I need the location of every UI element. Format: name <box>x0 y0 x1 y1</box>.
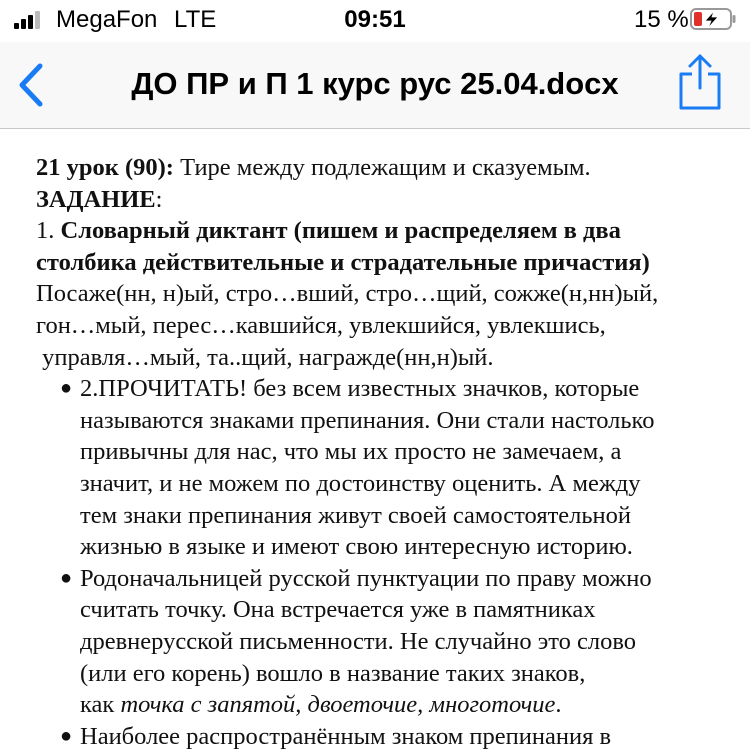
lesson-label: 21 урок (90): <box>36 154 174 181</box>
item1-title-line1: Словарный диктант (пишем и распределяем в два <box>60 217 621 245</box>
item1-title-line2: столбика действительные и страдательные причастия) <box>36 248 650 276</box>
item1-title <box>36 215 726 247</box>
paragraph-line: древнерусской письменности. Не случайно это слово <box>80 627 636 655</box>
bullet-icon: ● <box>60 724 73 747</box>
bullet-paragraph <box>36 373 726 563</box>
task-label: ЗАДАНИЕ <box>36 185 156 213</box>
paragraph-line: 2.ПРОЧИТАТЬ! без всем известных значков, которые <box>80 375 640 403</box>
task-heading <box>36 184 726 216</box>
lesson-topic: Тире между подлежащим и сказуемым. <box>173 154 591 181</box>
document-body <box>36 152 726 752</box>
navigation-bar <box>0 42 750 129</box>
bullet-paragraph <box>36 721 726 752</box>
bullet-paragraph <box>36 563 726 721</box>
word-list-line: управля…мый, та..щий, награжде(нн,н)ый. <box>36 343 494 371</box>
battery-percentage: 15 % <box>634 6 689 33</box>
carrier-name: MegaFon <box>56 6 158 33</box>
italic-examples: точка с запятой, двоеточие, многоточие <box>120 691 556 719</box>
item1-number: 1. <box>36 217 61 245</box>
paragraph-line: жизнью в языке и имеют свою интересную историю. <box>80 533 633 561</box>
battery-icon <box>690 8 736 30</box>
item1-title-cont <box>36 247 726 279</box>
paragraph-line: значит, и не можем по достоинству оценить. А между <box>80 469 641 497</box>
network-type: LTE <box>174 6 217 33</box>
status-bar <box>0 0 750 42</box>
lesson-heading <box>36 152 726 184</box>
paragraph-line: Наиболее распространённым знаком препинания в <box>80 722 612 750</box>
back-chevron-icon[interactable] <box>12 60 52 110</box>
task-colon: : <box>155 185 163 213</box>
word-list-line: Посаже(нн, н)ый, стро…вший, стро…щий, сожже(н,нн)ый, <box>36 280 659 308</box>
paragraph-line <box>80 689 726 721</box>
text-run: как <box>80 691 121 719</box>
paragraph-line: привычны для нас, что мы их просто не замечаем, а <box>80 438 622 466</box>
text-run: . <box>555 691 562 719</box>
paragraph-line: (или его корень) вошло в название таких знаков, <box>80 659 586 687</box>
paragraph-line: называются знаками препинания. Они стали настолько <box>80 406 655 434</box>
clock: 09:51 <box>344 6 406 33</box>
share-icon[interactable] <box>676 52 724 112</box>
paragraph-line: считать точку. Она встречается уже в памятниках <box>80 596 596 624</box>
word-list-line: гон…мый, перес…кавшийся, увлекшийся, увлекшись, <box>36 311 606 339</box>
paragraph-line: тем знаки препинания живут своей самостоятельной <box>80 501 632 529</box>
bullet-icon: ● <box>60 566 73 589</box>
document-title: ДО ПР и П 1 курс рус 25.04.docx <box>131 66 619 101</box>
paragraph-line: Родоначальницей русской пунктуации по праву можно <box>80 564 652 592</box>
bullet-icon: ● <box>60 377 73 400</box>
